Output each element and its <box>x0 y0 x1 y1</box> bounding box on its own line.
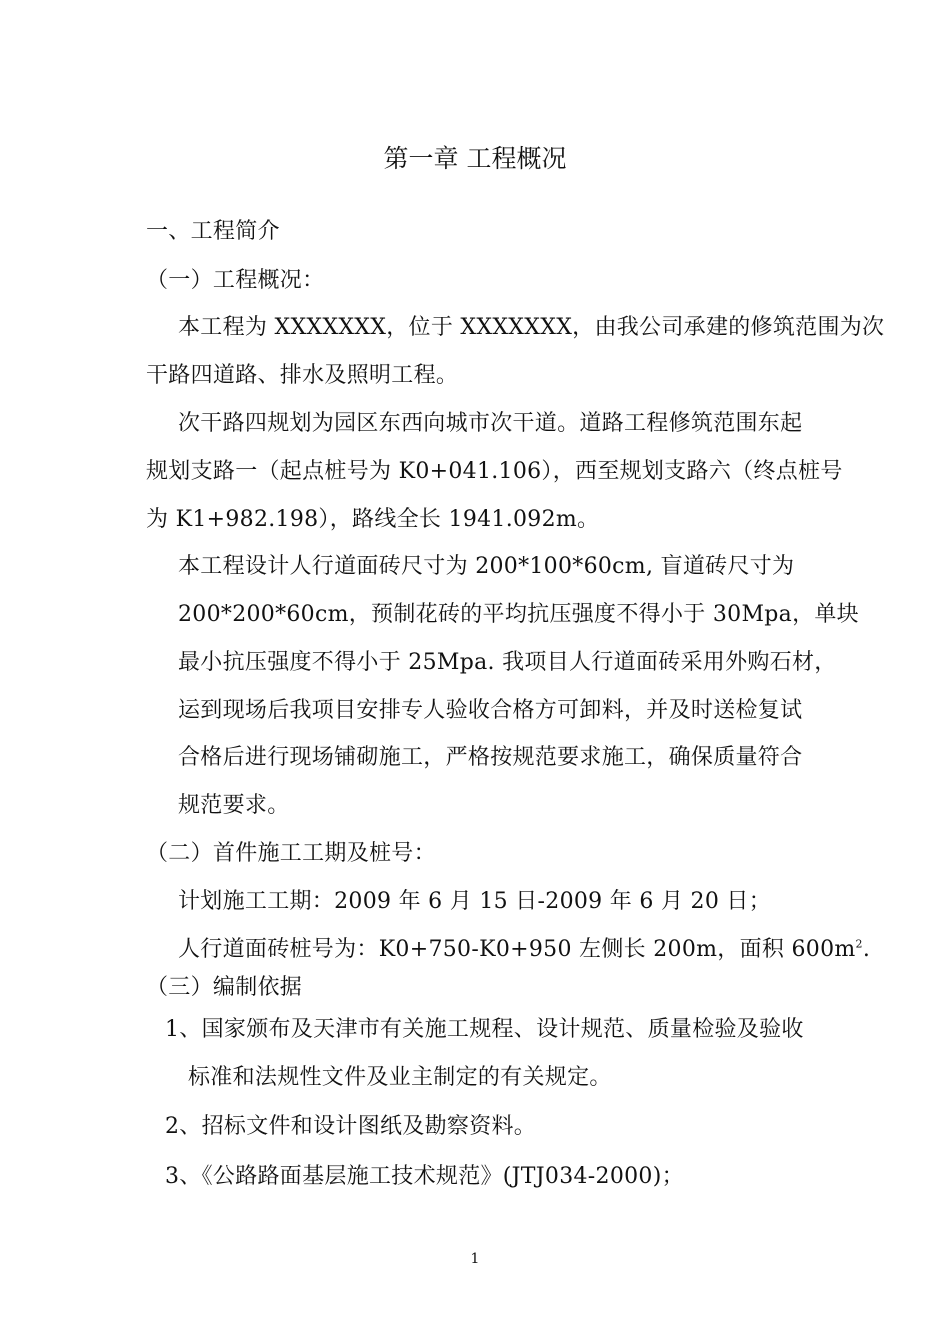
basis-item-line: 标准和法规性文件及业主制定的有关规定。 <box>188 1065 612 1090</box>
paragraph-line: 次干路四规划为园区东西向城市次干道。道路工程修筑范围东起 <box>178 411 803 436</box>
basis-item: 2、招标文件和设计图纸及勘察资料。 <box>165 1114 537 1139</box>
page-number: 1 <box>470 1251 480 1267</box>
paragraph-line: 规划支路一（起点桩号为 K0+041.106），西至规划支路六（终点桩号 <box>146 459 843 484</box>
paragraph-line: 本工程为 XXXXXXX，位于 XXXXXXX，由我公司承建的修筑范围为次 <box>178 315 885 340</box>
schedule-line: 计划施工工期：2009 年 6 月 15 日-2009 年 6 月 20 日； <box>178 889 772 914</box>
paragraph-line: 为 K1+982.198），路线全长 1941.092m。 <box>146 507 600 532</box>
paragraph-line: 干路四道路、排水及照明工程。 <box>146 363 459 388</box>
station-end: . <box>862 937 871 962</box>
subsection-heading: （二）首件施工工期及桩号： <box>146 841 436 866</box>
subsection-heading: （一）工程概况： <box>146 268 325 293</box>
paragraph-line: 合格后进行现场铺砌施工，严格按规范要求施工，确保质量符合 <box>178 745 803 770</box>
chapter-title: 第一章 工程概况 <box>383 144 567 173</box>
paragraph-line: 200*200*60cm，预制花砖的平均抗压强度不得小于 30Mpa，单块 <box>178 602 859 627</box>
station-line <box>178 935 870 965</box>
unit-superscript: 2 <box>855 937 863 951</box>
paragraph-line: 本工程设计人行道面砖尺寸为 200*100*60cm, 盲道砖尺寸为 <box>178 554 795 579</box>
subsection-heading: （三）编制依据 <box>146 975 303 1000</box>
basis-item: 3、《公路路面基层施工技术规范》(JTJ034-2000)； <box>165 1164 684 1189</box>
paragraph-line: 最小抗压强度不得小于 25Mpa. 我项目人行道面砖采用外购石材， <box>178 650 837 675</box>
station-text: 人行道面砖桩号为：K0+750-K0+950 左侧长 200m，面积 600m <box>178 937 856 962</box>
paragraph-line: 运到现场后我项目安排专人验收合格方可卸料，并及时送检复试 <box>178 698 803 723</box>
section-heading: 一、工程简介 <box>146 219 280 244</box>
paragraph-line: 规范要求。 <box>178 793 290 818</box>
basis-item-line: 1、国家颁布及天津市有关施工规程、设计规范、质量检验及验收 <box>165 1017 804 1042</box>
